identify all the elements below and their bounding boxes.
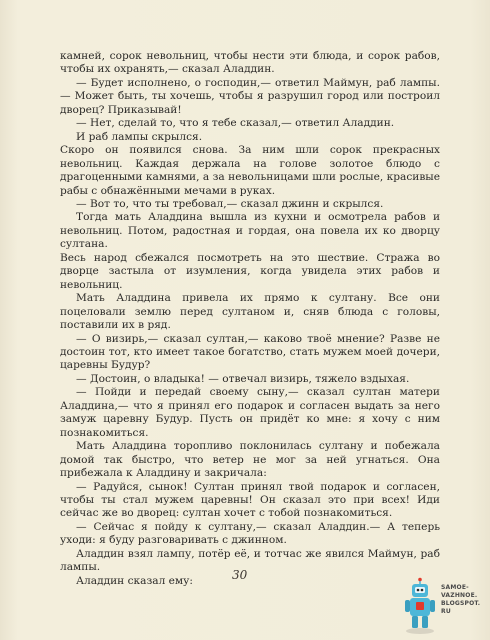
paragraph-17: Аладдин сказал ему: xyxy=(76,574,193,587)
watermark-line-1: SAMOE-VAZHNOE. xyxy=(441,584,478,599)
paragraph-8: Весь народ сбежался посмотреть на это шествие. Стража во дворце застыла от изумления, когда увидела этих рабов и невольниц. xyxy=(60,251,440,291)
paragraph-13: Мать Аладдина торопливо поклонилась султану и побежала домой так быстро, что ветер не мог за ней угнаться. Она прибежала к Аладдину и закричала: xyxy=(60,440,440,480)
paragraph-10: — О визирь,— сказал султан,— каково твоё мнение? Разве не достоин тот, кто имеет такое богатство, стать мужем моей дочери, царевны Будур? xyxy=(60,332,440,372)
page-text xyxy=(60,50,440,588)
paragraph-1: камней, сорок невольниц, чтобы нести эти блюда, и сорок рабов, чтобы их охранять,— сказал Аладдин. xyxy=(60,50,440,76)
paragraph-7: Тогда мать Аладдина вышла из кухни и осмотрела рабов и невольниц. Потом, радостная и гордая, она повела их ко дворцу султана. xyxy=(60,211,440,251)
paragraph-5: Скоро он появился снова. За ним шли сорок прекрасных невольниц. Каждая держала на голове золотое блюдо с драгоценными камнями, а за невольницами шли рослые, красивые рабы с обнажёнными мечами в руках. xyxy=(60,144,440,197)
paragraph-9: Мать Аладдина привела их прямо к султану. Все они поцеловали землю перед султаном и, сняв блюда с головы, поставили их в ряд. xyxy=(60,292,440,332)
paragraph-16: Аладдин взял лампу, потёр её, и тотчас же явился Маймун, раб лампы. xyxy=(60,547,440,574)
watermark-line-3: RU xyxy=(441,608,451,615)
page-number: 30 xyxy=(232,568,248,582)
paragraph-3: — Нет, сделай то, что я тебе сказал,— ответил Аладдин. xyxy=(76,117,395,130)
paragraph-14: — Радуйся, сынок! Султан принял твой подарок и согласен, чтобы ты стал мужем царевны! Он сказал это при всех! Иди сейчас же во дворец: султан хочет с тобой познакомиться. xyxy=(60,480,440,520)
paragraph-2: — Будет исполнено, о господин,— ответил Маймун, раб лампы.— Может быть, ты хочешь, чтобы я разрушил город или построил дворец? Приказывай! xyxy=(60,76,440,116)
paragraph-6: — Вот то, что ты требовал,— сказал джинн и скрылся. xyxy=(76,197,384,210)
retro-robot-logo-icon xyxy=(400,576,440,636)
paragraph-4: И раб лампы скрылся. xyxy=(76,130,203,143)
watermark-text xyxy=(441,584,490,616)
paragraph-15: — Сейчас я пойду к султану,— сказал Аладдин.— А теперь уходи: я буду разговаривать с джинном. xyxy=(60,520,440,547)
paragraph-12: — Пойди и передай своему сыну,— сказал султан матери Аладдина,— что я принял его подарок и согласен выдать за него замуж царевну Будур. Пусть он придёт ко мне: я хочу с ним познакомиться. xyxy=(60,386,440,439)
watermark-line-2: BLOGSPOT. xyxy=(441,600,481,607)
watermark xyxy=(400,576,490,640)
paragraph-11: — Достоин, о владыка! — отвечал визирь, тяжело вздыхая. xyxy=(76,372,410,385)
